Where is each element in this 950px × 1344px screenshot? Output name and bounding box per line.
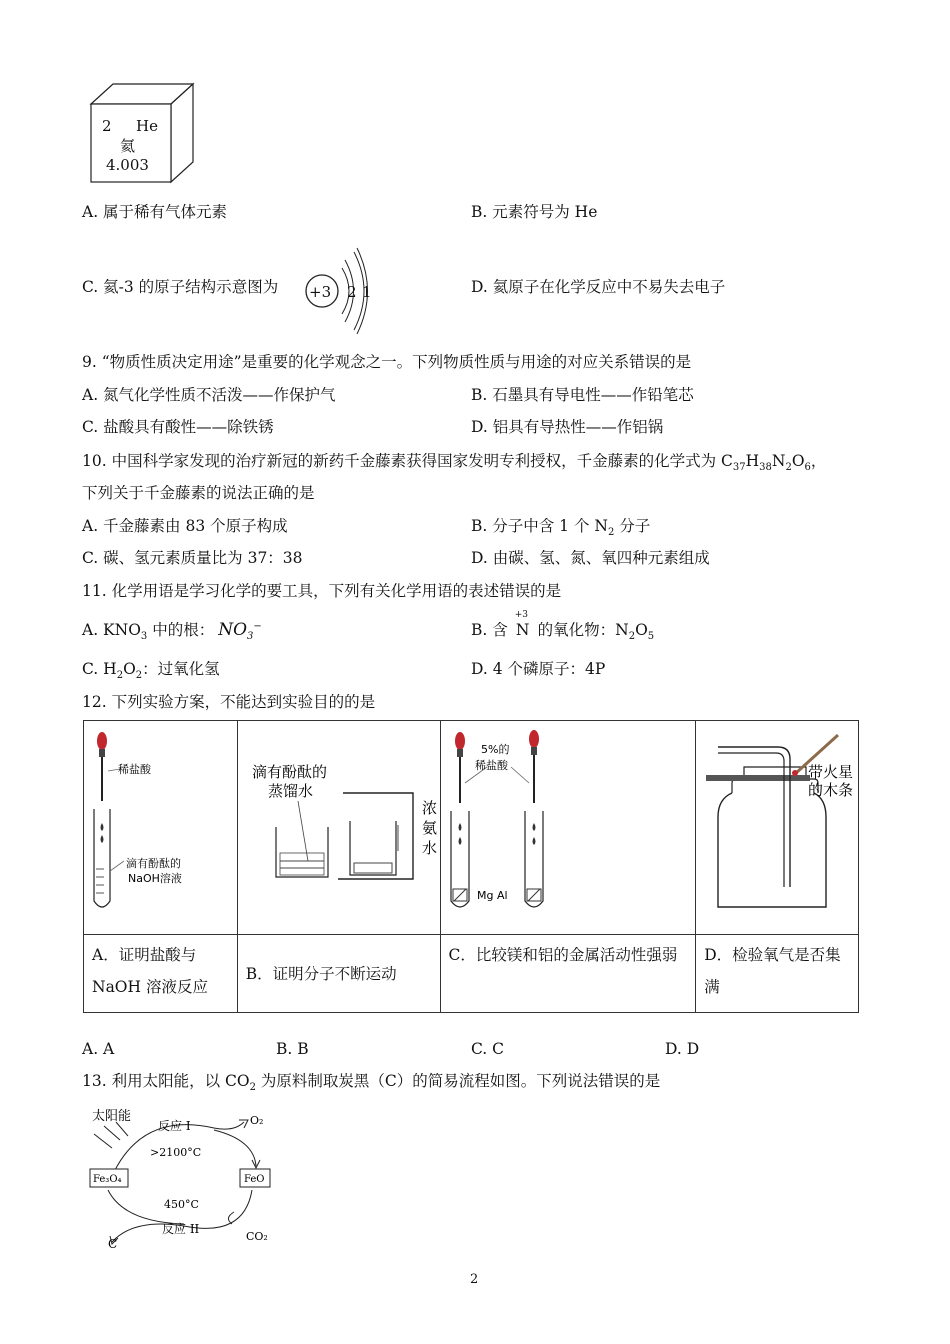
- element-symbol: He: [136, 117, 158, 135]
- caption-b: B．证明分子不断运动: [237, 935, 440, 1013]
- q12-option-b: B. B: [276, 1040, 309, 1058]
- label-c: C: [108, 1237, 118, 1251]
- q11-option-a: A. $KNO_3$ 中的根： $NO_3^-$: [82, 620, 262, 643]
- label-mg-al: Mg Al: [476, 889, 508, 902]
- dropper-test-tube-figure: [84, 721, 236, 930]
- label-distilled-water: 蒸馏水: [267, 782, 313, 800]
- q11-option-c: C. $H_2O_2$：过氧化氢: [82, 660, 220, 682]
- label-5pct: 5%的: [480, 743, 509, 756]
- page-number: 2: [470, 1272, 479, 1287]
- q12-stem: 12. 下列实验方案，不能达到实验目的的是: [82, 693, 376, 711]
- q8-option-d: D. 氦原子在化学反应中不易失去电子: [471, 278, 726, 296]
- label-co2: CO₂: [246, 1230, 268, 1243]
- caption-d: D．检验氧气是否集满: [696, 935, 859, 1013]
- label-o2: O₂: [250, 1114, 264, 1127]
- gas-bottle-figure: [696, 721, 857, 930]
- q10-stem-line2: 下列关于千金藤素的说法正确的是: [82, 484, 315, 502]
- experiment-a-image: [84, 721, 238, 935]
- q10-option-b: B. 分子中含 1 个 $N_2$ 分子: [471, 517, 651, 539]
- q9-option-c: C. 盐酸具有酸性——除铁锈: [82, 418, 274, 436]
- caption-a: A．证明盐酸与 NaOH 溶液反应: [84, 935, 238, 1013]
- label-conc: 浓: [421, 799, 437, 817]
- experiment-table: [83, 720, 859, 1013]
- q9-option-d: D. 铝具有导热性——作铝锅: [471, 418, 664, 436]
- q10-option-d: D. 由碳、氢、氮、氧四种元素组成: [471, 549, 710, 567]
- label-naoh: NaOH溶液: [128, 872, 182, 885]
- q8-option-b: B. 元素符号为 He: [471, 203, 598, 221]
- atom-shell-1: 2: [347, 283, 357, 301]
- label-solar: 太阳能: [92, 1109, 132, 1124]
- label-phenol-water: 滴有酚酞的: [251, 763, 327, 781]
- q11-option-d: D. 4 个磷原子：4P: [471, 660, 606, 678]
- q11-stem: 11. 化学用语是学习化学的要工具，下列有关化学用语的表述错误的是: [82, 582, 562, 600]
- element-atomic-number: 2: [102, 117, 112, 135]
- q10-option-a: A. 千金藤素由 83 个原子构成: [82, 517, 288, 535]
- q13-stem: 13. 利用太阳能，以 $CO_2$ 为原料制取炭黑（C）的简易流程如图。下列说法错误的是: [82, 1072, 661, 1094]
- q10-option-c: C. 碳、氢元素质量比为 37：38: [82, 549, 303, 567]
- label-glowing: 带火星: [808, 763, 854, 781]
- q8-option-c: C. 氦-3 的原子结构示意图为: [82, 278, 279, 296]
- label-reaction-1: 反应 I: [158, 1119, 191, 1133]
- label-phenol-1: 滴有酚酞的: [126, 857, 181, 870]
- label-fe3o4: Fe₃O₄: [93, 1174, 122, 1185]
- q9-option-b: B. 石墨具有导电性——作铅笔芯: [471, 386, 694, 404]
- element-mass: 4.003: [106, 156, 149, 174]
- q9-stem: 9. “物质性质决定用途”是重要的化学观念之一。下列物质性质与用途的对应关系错误的是: [82, 353, 692, 371]
- carbon-black-flow-diagram: [84, 1102, 284, 1254]
- q12-option-a: A. A: [82, 1040, 115, 1058]
- label-ammonia-2: 水: [421, 839, 437, 857]
- q12-option-d: D. D: [665, 1040, 700, 1058]
- mg-al-test-tubes-figure: [441, 721, 695, 930]
- label-feo: FeO: [244, 1174, 265, 1185]
- label-splint: 的木条: [808, 781, 854, 799]
- label-ammonia-1: 氨: [421, 819, 437, 837]
- label-dilute-hcl-c: 稀盐酸: [474, 759, 508, 772]
- experiment-c-image: [440, 721, 696, 935]
- label-dilute-hcl: 稀盐酸: [118, 763, 151, 776]
- q10-stem: 10. 中国科学家发现的治疗新冠的新药千金藤素获得国家发明专利授权，千金藤素的化学式为 $C_{37}H_{38}N_2O_6$，: [82, 452, 827, 474]
- label-temp-2: 450°C: [164, 1198, 199, 1211]
- q12-option-c: C. C: [471, 1040, 505, 1058]
- atom-nucleus-charge: +3: [309, 283, 332, 301]
- q8-option-a: A. 属于稀有气体元素: [82, 203, 228, 221]
- caption-c: C．比较镁和铝的金属活动性强弱: [440, 935, 696, 1013]
- label-reaction-2: 反应 II: [162, 1222, 200, 1236]
- experiment-b-image: [237, 721, 440, 935]
- experiment-d-image: [696, 721, 859, 935]
- beaker-ammonia-figure: [238, 721, 439, 930]
- q9-option-a: A. 氮气化学性质不活泼——作保护气: [82, 386, 336, 404]
- q11-option-b: B. 含 +3 N 的氧化物：$N_2O_5$: [471, 610, 655, 643]
- atom-shell-2: 1: [362, 283, 372, 301]
- label-temp-1: >2100°C: [150, 1146, 202, 1159]
- element-name: 氦: [120, 137, 136, 155]
